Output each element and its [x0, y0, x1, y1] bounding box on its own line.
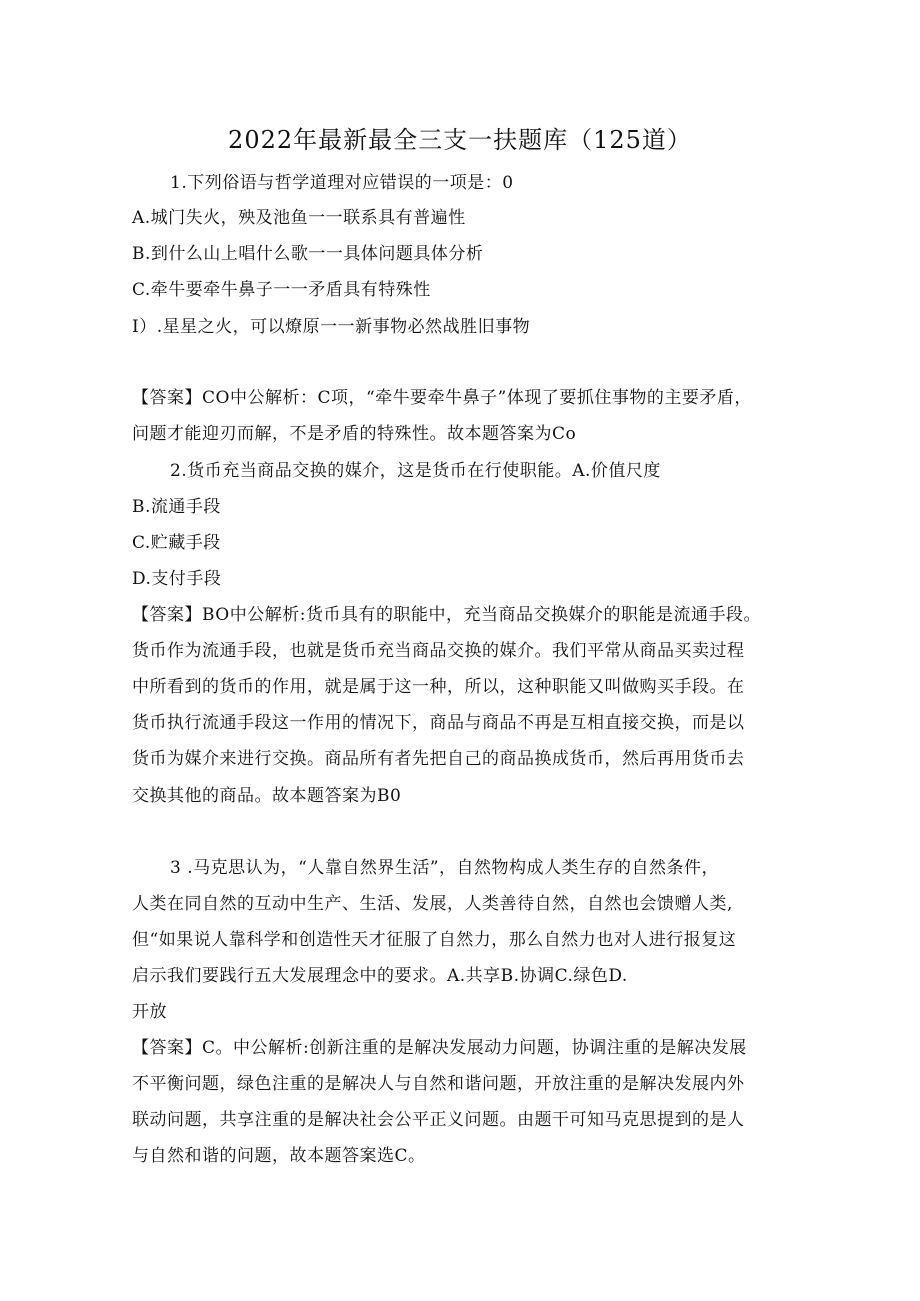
question-1-option-c: C.牵牛要牵牛鼻子一一矛盾具有特殊性	[132, 280, 431, 300]
question-3-answer-line: 【答案】C。中公解析:创新注重的是解决发展动力问题，协调注重的是解决发展	[132, 1038, 747, 1058]
question-3-stem-line: 人类在同自然的互动中生产、生活、发展，人类善待自然，自然也会馈赠人类,	[132, 894, 733, 914]
document-title: 2022年最新最全三支一扶题库（125道）	[228, 126, 692, 154]
question-1-stem: 1.下列俗语与哲学道理对应错误的一项是：0	[170, 173, 514, 193]
question-2-answer-line: 货币执行流通手段这一作用的情况下，商品与商品不再是互相直接交换，而是以	[132, 713, 745, 733]
question-1-option-a: A.城门失火，殃及池鱼一一联系具有普遍性	[132, 208, 466, 228]
question-2-answer-line: 【答案】BO中公解析:货币具有的职能中，充当商品交换媒介的职能是流通手段。	[132, 605, 761, 625]
question-3-answer-line: 不平衡问题，绿色注重的是解决人与自然和谐问题，开放注重的是解决发展内外	[132, 1074, 745, 1094]
question-1-answer-line: 【答案】CO中公解析：C项，“牵牛要牵牛鼻子”体现了要抓住事物的主要矛盾，	[132, 388, 752, 408]
question-1-option-d: I）.星星之火，可以燎原一一新事物必然战胜旧事物	[132, 317, 531, 337]
question-2-stem: 2.货币充当商品交换的媒介，这是货币在行使职能。A.价值尺度	[170, 461, 661, 481]
question-3-answer-line: 与自然和谐的问题，故本题答案选C。	[132, 1146, 426, 1166]
question-2-option-d: D.支付手段	[132, 569, 222, 589]
question-3-stem-line: 启示我们要践行五大发展理念中的要求。A.共享B.协调C.绿色D.	[132, 966, 628, 986]
question-1-option-b: B.到什么山上唱什么歌一一具体问题具体分析	[132, 244, 484, 264]
question-2-answer-line: 交换其他的商品。故本题答案为B0	[132, 786, 402, 806]
question-1-answer-line: 问题才能迎刃而解，不是矛盾的特殊性。故本题答案为Co	[132, 424, 577, 444]
question-2-option-c: C.贮藏手段	[132, 533, 221, 553]
question-2-answer-line: 货币作为流通手段，也就是货币充当商品交换的媒介。我们平常从商品买卖过程	[132, 641, 745, 661]
question-3-stem-line: 3 .马克思认为，“人靠自然界生活”，自然物构成人类生存的自然条件，	[170, 858, 720, 878]
question-3-stem-line: 开放	[132, 1002, 167, 1022]
question-2-answer-line: 货币为媒介来进行交换。商品所有者先把自己的商品换成货币，然后再用货币去	[132, 749, 745, 769]
question-3-stem-line: 但“如果说人靠科学和创造性天才征服了自然力，那么自然力也对人进行报复这	[132, 930, 737, 950]
question-2-answer-line: 中所看到的货币的作用，就是属于这一种，所以，这种职能又叫做购买手段。在	[132, 677, 745, 697]
question-2-option-b: B.流通手段	[132, 497, 221, 517]
question-3-answer-line: 联动问题，共享注重的是解决社会公平正义问题。由题干可知马克思提到的是人	[132, 1110, 745, 1130]
